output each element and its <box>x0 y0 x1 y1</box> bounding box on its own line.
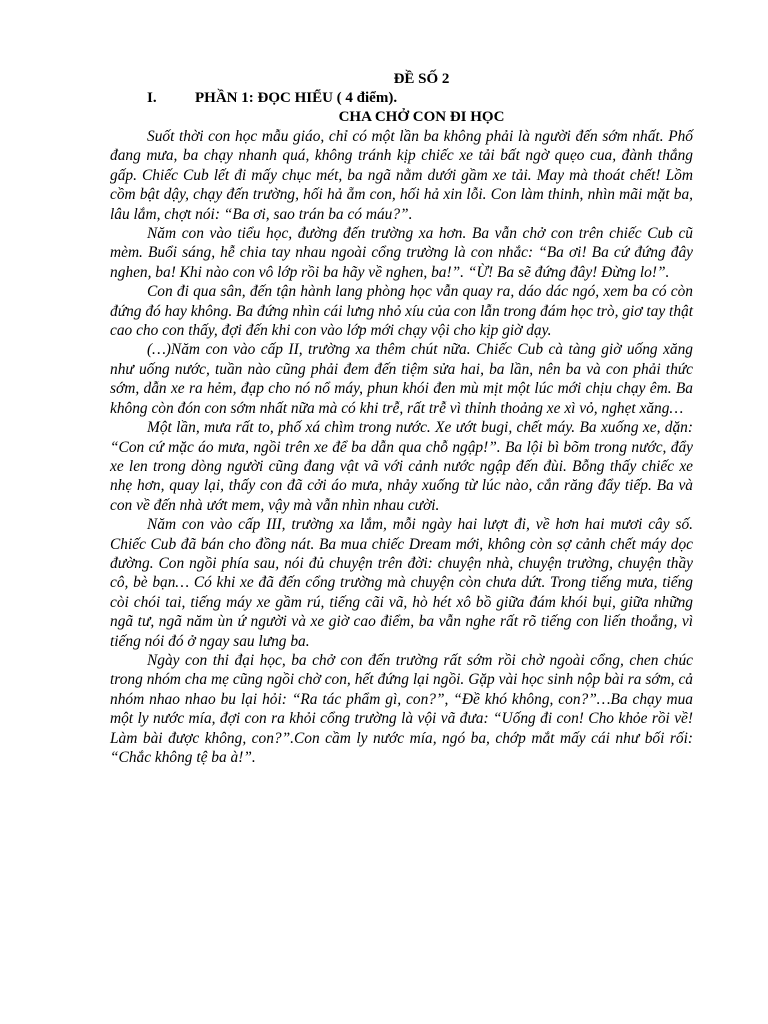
section-title: PHẦN 1: ĐỌC HIỂU ( 4 điểm). <box>195 90 398 106</box>
story-paragraph: Năm con vào cấp III, trường xa lắm, mỗi ngày hai lượt đi, về hơn hai mươi cây số. Chiếc Cub đã bán cho đồng nát. Ba mua chiếc Dream mới, không còn sợ cảnh chết máy dọc đường. Con ngồi phía sau, nói đủ chuyện trên đời: chuyện nhà, chuyện trường, chuyện thầy cô, bè bạn… Có khi xe đã đến cổng trường mà chuyện còn chưa dứt. Trong tiếng mưa, tiếng còi chói tai, tiếng máy xe gầm rú, tiếng cãi vã, hò hét xô bồ giữa đám khói bụi, giữa những ngã tư, ngã năm ùn ứ người và xe giờ cao điểm, ba vẫn nghe rất rõ tiếng con liến thoắng, vì tiếng nói đó ở ngay sau lưng ba. <box>110 516 693 650</box>
exam-number: ĐỀ SỐ 2 <box>393 71 450 87</box>
section-number: I. <box>147 90 157 106</box>
section-heading <box>110 89 693 108</box>
story-paragraph: (…)Năm con vào cấp II, trường xa thêm chút nữa. Chiếc Cub cà tàng giờ uống xăng như uống nước, tuần nào cũng phải đem đến tiệm sửa hai, ba lần, nên ba và con phải thức sớm, dẫn xe ra hẻm, đạp cho nó nổ máy, phun khói đen mù mịt một lúc mới chịu chạy êm. Ba không còn đón con sớm nhất nữa mà có khi trễ, rất trễ vì thỉnh thoảng xe xì vỏ, nghẹt xăng… <box>110 341 693 417</box>
document-page <box>110 70 693 767</box>
story-paragraph: Suốt thời con học mẫu giáo, chỉ có một lần ba không phải là người đến sớm nhất. Phố đang mưa, ba chạy nhanh quá, không tránh kịp chiếc xe tải bất ngờ quẹo cua, đành thắng gấp. Chiếc Cub lết đi mấy chục mét, ba ngã nằm dưới gầm xe tải. May mà thoát chết! Lồm cồm bật dậy, chạy đến trường, hối hả ẵm con, hối hả xin lỗi. Con làm thinh, nhìn mãi mặt ba, lâu lắm, chợt nói: “Ba ơi, sao trán ba có máu?”. <box>110 128 693 223</box>
story-paragraph: Một lần, mưa rất to, phố xá chìm trong nước. Xe ướt bugi, chết máy. Ba xuống xe, dặn: “Con cứ mặc áo mưa, ngồi trên xe để ba dẫn qua chỗ ngập!”. Ba lội bì bõm trong nước, đẩy xe len trong dòng người cũng đang vật vã với cảnh nước ngập đến đùi. Bỗng thấy chiếc xe nhẹ hơn, quay lại, thấy con đã cởi áo mưa, nhảy xuống từ lúc nào, cắn răng đẩy tiếp. Ba và con về đến nhà ướt mem, vậy mà vẫn nhìn nhau cười. <box>110 419 693 514</box>
story-title: CHA CHỞ CON ĐI HỌC <box>338 109 505 125</box>
story-paragraph: Năm con vào tiểu học, đường đến trường xa hơn. Ba vẫn chở con trên chiếc Cub cũ mèm. Buổi sáng, hễ chia tay nhau ngoài cổng trường là con nhắc: “Ba ơi! Ba cứ đứng đây nghen, ba! Khi nào con vô lớp rồi ba hãy về nghen, ba!”. “Ừ! Ba sẽ đứng đây! Đừng lo!”. <box>110 225 693 281</box>
story-paragraph: Con đi qua sân, đến tận hành lang phòng học vẫn quay ra, dáo dác ngó, xem ba có còn đứng đó hay không. Ba đứng nhìn cái lưng nhỏ xíu của con lẫn trong đám học trò, giơ tay thật cao cho con thấy, đợi đến khi con vào lớp mới chạy vội cho kịp giờ dạy. <box>110 283 693 340</box>
story-paragraph: Ngày con thi đại học, ba chở con đến trường rất sớm rồi chờ ngoài cổng, chen chúc trong nhóm cha mẹ cũng ngồi chờ con, hết đứng lại ngồi. Gặp vài học sinh nộp bài ra sớm, cả nhóm nhao nhao bu lại hỏi: “Ra tác phẩm gì, con?”, “Đề khó không, con?”…Ba chạy mua một ly nước mía, đợi con ra khỏi cổng trường là vội vã đưa: “Uống đi con! Cho khỏe rồi về! Làm bài được không, con?”.Con cầm ly nước mía, ngó ba, chớp mắt mấy cái như bối rối: “Chắc không tệ ba à!”. <box>110 651 693 766</box>
